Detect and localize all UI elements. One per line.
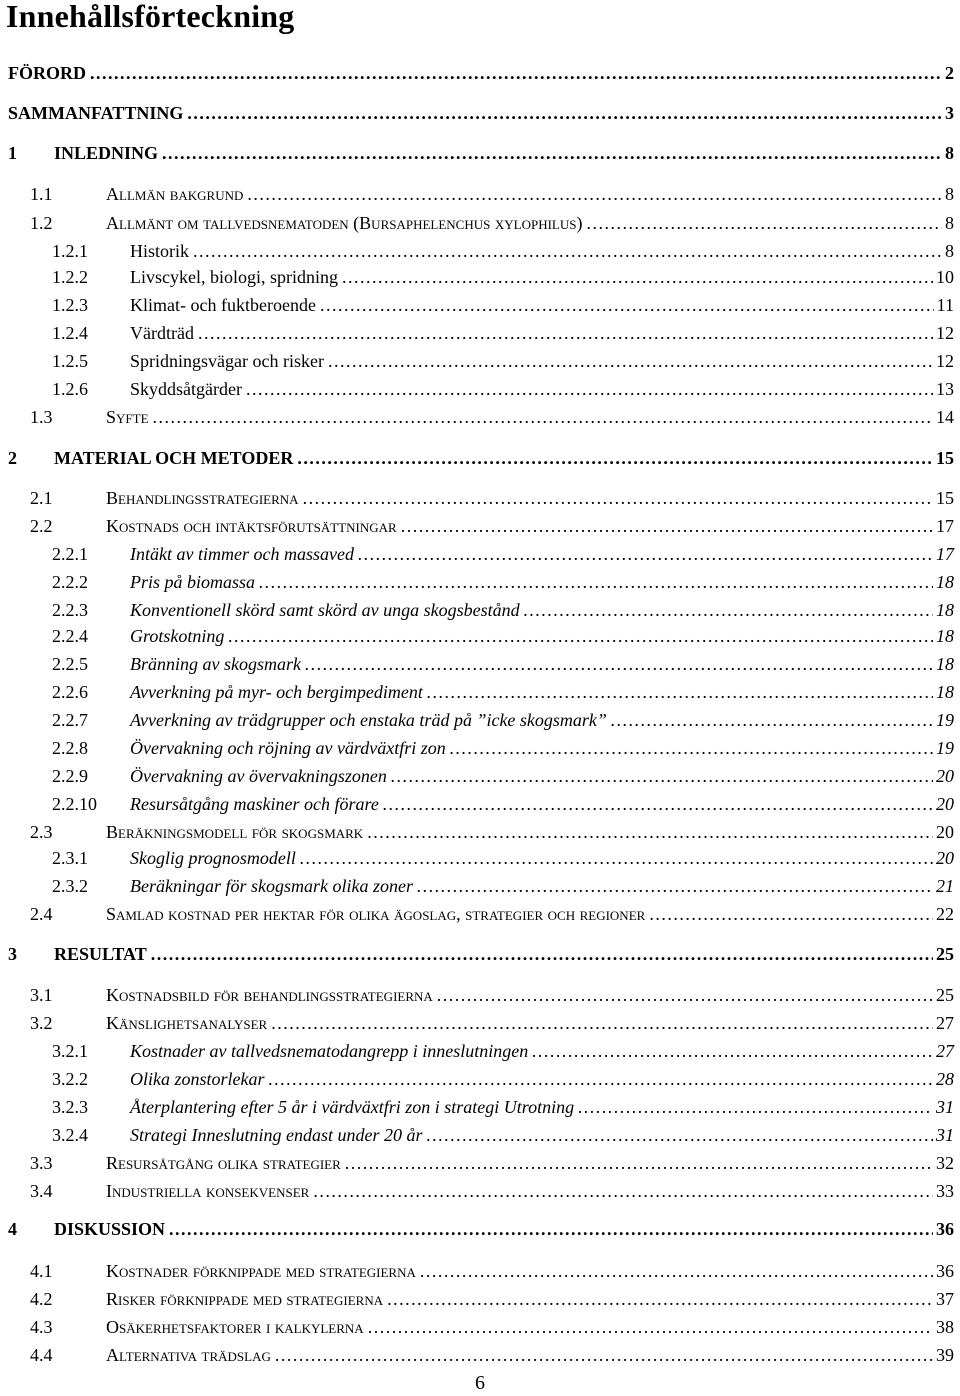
toc-entry-page[interactable]: 18	[936, 682, 954, 702]
dot-leader	[420, 1258, 933, 1284]
dot-leader	[297, 445, 933, 471]
toc-entry[interactable]	[0, 982, 960, 1008]
toc-entry-number: 2.2.7	[52, 710, 88, 730]
toc-entry-line	[130, 264, 954, 290]
toc-entry-title[interactable]: Risker förknippade med strategierna	[106, 1289, 384, 1309]
toc-entry-page[interactable]: 17	[936, 544, 954, 564]
toc-entry-line	[130, 376, 954, 402]
dot-leader	[391, 763, 933, 789]
toc-entry-title[interactable]: Spridningsvägar och risker	[130, 351, 324, 371]
toc-entry-title[interactable]: Resursåtgång maskiner och förare	[130, 794, 379, 814]
toc-entry-number: 2.1	[30, 488, 53, 508]
toc-entry-number: 1.2.2	[52, 267, 88, 287]
toc-entry[interactable]	[0, 1178, 960, 1204]
toc-entry[interactable]	[0, 320, 960, 346]
toc-entry-title[interactable]: Historik	[130, 241, 190, 261]
toc-entry-line	[130, 1066, 954, 1092]
toc-entry-title[interactable]: Kostnader av tallvedsnematodangrepp i inneslutningen	[130, 1041, 529, 1061]
dot-leader	[401, 513, 933, 539]
toc-entry-line	[106, 1150, 954, 1176]
toc-entry[interactable]	[0, 238, 960, 264]
toc-entry-number: 1.2.5	[52, 351, 88, 371]
page-number: 6	[475, 1372, 485, 1394]
toc-entry-number: 2.2.10	[52, 794, 97, 814]
toc-entry[interactable]	[0, 819, 960, 845]
dot-leader	[228, 623, 933, 649]
dot-leader	[198, 320, 933, 346]
toc-entry[interactable]	[0, 541, 960, 567]
toc-entry[interactable]	[0, 1038, 960, 1064]
toc-entry-number: 4.4	[30, 1345, 53, 1365]
toc-entry-page[interactable]: 25	[936, 985, 954, 1005]
toc-entry[interactable]	[0, 292, 960, 318]
dot-leader	[271, 1010, 933, 1036]
toc-entry-number: 4.2	[30, 1289, 53, 1309]
toc-entry-page[interactable]: 32	[936, 1153, 954, 1173]
toc-entry-page[interactable]: 27	[936, 1013, 954, 1033]
toc-entry-line	[106, 1178, 954, 1204]
toc-entry-page[interactable]: 14	[936, 407, 954, 427]
toc-entry-line	[54, 941, 954, 967]
toc-entry-page[interactable]: 33	[936, 1181, 954, 1201]
toc-entry-line	[130, 1038, 954, 1064]
dot-leader	[578, 1094, 933, 1120]
toc-entry-number: 2.2.8	[52, 738, 88, 758]
toc-entry-title[interactable]: Övervakning av övervakningszonen	[130, 766, 387, 786]
toc-entry-line	[130, 292, 954, 318]
toc-entry-number: 3.2.1	[52, 1041, 88, 1061]
toc-entry[interactable]	[0, 264, 960, 290]
toc-entry-number: 4	[8, 1219, 17, 1239]
toc-entry[interactable]	[0, 1066, 960, 1092]
dot-leader	[153, 404, 933, 430]
dot-leader	[246, 376, 933, 402]
toc-entry-title[interactable]: Bränning av skogsmark	[130, 654, 301, 674]
toc-entry-title[interactable]: Kostnads och intäktsförutsättningar	[106, 516, 397, 536]
toc-entry[interactable]	[0, 941, 960, 967]
toc-entry-number: 2	[8, 448, 17, 468]
toc-entry-page[interactable]: 2	[945, 63, 954, 83]
toc-entry-number: 2.2.4	[52, 626, 88, 646]
dot-leader	[611, 707, 933, 733]
toc-entry[interactable]	[0, 140, 960, 166]
toc-entry[interactable]	[0, 100, 960, 126]
toc-entry-line	[106, 819, 954, 845]
toc-entry-number: 2.2.9	[52, 766, 88, 786]
toc-entry[interactable]	[0, 763, 960, 789]
toc-entry-title[interactable]: Övervakning och röjning av värdväxtfri zon	[130, 738, 446, 758]
toc-entry-title[interactable]: INLEDNING	[54, 143, 159, 163]
toc-entry-line	[106, 1286, 954, 1312]
toc-entry-page[interactable]: 31	[936, 1125, 954, 1145]
toc-entry-title[interactable]: RESULTAT	[54, 944, 147, 964]
toc-entry-title[interactable]: Olika zonstorlekar	[130, 1069, 265, 1089]
toc-entry-title[interactable]: Alternativa trädslag	[106, 1345, 271, 1365]
toc-entry-line	[106, 210, 954, 236]
dot-leader	[368, 1314, 933, 1340]
toc-entry[interactable]	[0, 1314, 960, 1340]
toc-entry-page[interactable]: 22	[936, 904, 954, 924]
toc-entry[interactable]	[0, 60, 960, 86]
toc-entry[interactable]	[0, 569, 960, 595]
toc-entry-number: 2.2.1	[52, 544, 88, 564]
toc-entry-page[interactable]: 37	[936, 1289, 954, 1309]
toc-entry-page[interactable]: 8	[945, 184, 954, 204]
toc-entry-line	[54, 140, 954, 166]
toc-entry[interactable]	[0, 735, 960, 761]
toc-entry-line	[130, 238, 954, 264]
toc-entry-line	[130, 651, 954, 677]
toc-entry[interactable]	[0, 404, 960, 430]
toc-entry-number: 3.2.3	[52, 1097, 88, 1117]
dot-leader	[387, 1286, 933, 1312]
dot-leader	[193, 238, 942, 264]
page-title: Innehållsförteckning	[6, 0, 295, 34]
dot-leader	[437, 982, 933, 1008]
toc-entry[interactable]	[0, 485, 960, 511]
toc-entry-title[interactable]: FÖRORD	[8, 63, 86, 83]
toc-entry[interactable]	[0, 1258, 960, 1284]
toc-entry-number: 3.2.2	[52, 1069, 88, 1089]
toc-entry-title[interactable]: SAMMANFATTNING	[8, 103, 184, 123]
toc-entry-page[interactable]: 36	[936, 1219, 954, 1239]
dot-leader	[259, 569, 933, 595]
toc-entry[interactable]	[0, 597, 960, 623]
toc-entry-page[interactable]: 25	[936, 944, 954, 964]
toc-entry-number: 3.1	[30, 985, 53, 1005]
toc-entry-page[interactable]: 19	[936, 710, 954, 730]
toc-entry-number: 4.1	[30, 1261, 53, 1281]
toc-entry-title[interactable]: Värdträd	[130, 323, 194, 343]
dot-leader	[247, 181, 942, 207]
toc-entry-line	[130, 763, 954, 789]
toc-entry[interactable]	[0, 651, 960, 677]
toc-entry-page[interactable]: 8	[945, 143, 954, 163]
toc-entry-line	[130, 1094, 954, 1120]
toc-entry[interactable]	[0, 845, 960, 871]
toc-entry-page[interactable]: 20	[936, 794, 954, 814]
dot-leader	[532, 1038, 933, 1064]
toc-entry-page[interactable]: 20	[936, 822, 954, 842]
toc-entry-title[interactable]: Syfte	[106, 407, 149, 427]
toc-entry[interactable]	[0, 1010, 960, 1036]
dot-leader	[275, 1342, 933, 1368]
toc-entry-page[interactable]: 20	[936, 766, 954, 786]
dot-leader	[305, 651, 933, 677]
toc-entry-page[interactable]: 36	[936, 1261, 954, 1281]
dot-leader	[303, 485, 933, 511]
toc-entry-line	[106, 1258, 954, 1284]
toc-entry-title[interactable]: Osäkerhetsfaktorer i kalkylerna	[106, 1317, 364, 1337]
toc-entry-page[interactable]: 38	[936, 1317, 954, 1337]
toc-entry-page[interactable]: 18	[936, 572, 954, 592]
dot-leader	[328, 348, 933, 374]
dot-leader	[358, 541, 933, 567]
toc-entry-line	[130, 845, 954, 871]
toc-entry-number: 3.3	[30, 1153, 53, 1173]
toc-entry-title[interactable]: DISKUSSION	[54, 1219, 166, 1239]
toc-entry-title[interactable]: Allmänt om tallvedsnematoden (Bursaphelenchus xylophilus)	[106, 213, 583, 233]
toc-entry-page[interactable]: 21	[936, 876, 954, 896]
dot-leader	[345, 1150, 933, 1176]
toc-entry-line	[106, 404, 954, 430]
toc-entry[interactable]	[0, 445, 960, 471]
toc-entry-title[interactable]: Konventionell skörd samt skörd av unga skogsbestånd	[130, 600, 520, 620]
toc-entry-title[interactable]: Beräkningar för skogsmark olika zoner	[130, 876, 413, 896]
toc-entry-number: 2.4	[30, 904, 53, 924]
toc-entry-page[interactable]: 18	[936, 654, 954, 674]
toc-entry-number: 4.3	[30, 1317, 53, 1337]
toc-entry-page[interactable]: 11	[936, 295, 954, 315]
toc-entry-line	[8, 60, 954, 86]
toc-entry-page[interactable]: 8	[945, 213, 954, 233]
dot-leader	[417, 873, 933, 899]
toc-entry-line	[106, 982, 954, 1008]
toc-entry[interactable]	[0, 210, 960, 236]
dot-leader	[586, 210, 942, 236]
toc-entry-line	[130, 707, 954, 733]
toc-entry-number: 1.2.3	[52, 295, 88, 315]
toc-entry-title[interactable]: Industriella konsekvenser	[106, 1181, 310, 1201]
toc-entry-title[interactable]: Strategi Inneslutning endast under 20 år	[130, 1125, 423, 1145]
toc-entry-page[interactable]: 31	[936, 1097, 954, 1117]
toc-entry[interactable]	[0, 623, 960, 649]
toc-entry[interactable]	[0, 1150, 960, 1176]
dot-leader	[151, 941, 933, 967]
toc-entry-line	[130, 348, 954, 374]
toc-entry-line	[106, 1010, 954, 1036]
toc-entry-page[interactable]: 18	[936, 626, 954, 646]
toc-entry-title[interactable]: Pris på biomassa	[130, 572, 256, 592]
toc-entry[interactable]	[0, 376, 960, 402]
toc-entry-number: 1	[8, 143, 17, 163]
toc-entry-line	[130, 320, 954, 346]
toc-entry-title[interactable]: MATERIAL OCH METODER	[54, 448, 294, 468]
toc-entry-page[interactable]: 15	[936, 448, 954, 468]
toc-entry-title[interactable]: Beräkningsmodell för skogsmark	[106, 822, 364, 842]
toc-entry[interactable]	[0, 1094, 960, 1120]
toc-entry[interactable]	[0, 707, 960, 733]
toc-entry[interactable]	[0, 1342, 960, 1368]
toc-entry-line	[130, 1122, 954, 1148]
toc-entry-line	[8, 100, 954, 126]
dot-leader	[524, 597, 933, 623]
toc-entry-title[interactable]: Livscykel, biologi, spridning	[130, 267, 338, 287]
toc-entry-number: 2.2.6	[52, 682, 88, 702]
dot-leader	[427, 679, 933, 705]
toc-entry-title[interactable]: Intäkt av timmer och massaved	[130, 544, 354, 564]
toc-entry[interactable]	[0, 1122, 960, 1148]
toc-entry-title[interactable]: Samlad kostnad per hektar för olika ägoslag, strategier och regioner	[106, 904, 646, 924]
toc-entry-line	[106, 485, 954, 511]
toc-entry-page[interactable]: 12	[936, 323, 954, 343]
toc-entry-line	[106, 1314, 954, 1340]
toc-entry-number: 1.2.4	[52, 323, 88, 343]
toc-entry-page[interactable]: 28	[936, 1069, 954, 1089]
toc-entry-title[interactable]: Återplantering efter 5 år i värdväxtfri zon i strategi Utrotning	[130, 1097, 575, 1117]
toc-entry[interactable]	[0, 348, 960, 374]
toc-entry-number: 1.2.1	[52, 241, 88, 261]
toc-entry-title[interactable]: Känslighetsanalyser	[106, 1013, 268, 1033]
toc-entry-line	[106, 513, 954, 539]
toc-entry-line	[130, 679, 954, 705]
toc-entry-line	[130, 873, 954, 899]
dot-leader	[269, 1066, 934, 1092]
toc-entry-page[interactable]: 20	[936, 848, 954, 868]
toc-entry-line	[130, 623, 954, 649]
dot-leader	[649, 901, 933, 927]
toc-entry-title[interactable]: Kostnader förknippade med strategierna	[106, 1261, 416, 1281]
toc-entry[interactable]	[0, 901, 960, 927]
toc-entry-number: 1.2.6	[52, 379, 88, 399]
toc-entry-number: 2.2.3	[52, 600, 88, 620]
toc-entry-title[interactable]: Behandlingsstrategierna	[106, 488, 299, 508]
toc-entry-title[interactable]: Skoglig prognosmodell	[130, 848, 296, 868]
toc-entry-page[interactable]: 13	[936, 379, 954, 399]
toc-entry-title[interactable]: Klimat- och fuktberoende	[130, 295, 316, 315]
toc-entry-line	[130, 597, 954, 623]
toc-entry-line	[130, 791, 954, 817]
toc-entry-line	[54, 445, 954, 471]
toc-entry[interactable]	[0, 791, 960, 817]
toc-entry-number: 2.2	[30, 516, 53, 536]
dot-leader	[90, 60, 942, 86]
dot-leader	[450, 735, 933, 761]
toc-entry-line	[106, 901, 954, 927]
toc-entry-page[interactable]: 19	[936, 738, 954, 758]
dot-leader	[383, 791, 933, 817]
toc-entry-page[interactable]: 39	[936, 1345, 954, 1365]
toc-entry-page[interactable]: 17	[936, 516, 954, 536]
toc-entry-number: 2.2.2	[52, 572, 88, 592]
toc-entry-number: 2.3.1	[52, 848, 88, 868]
dot-leader	[300, 845, 933, 871]
dot-leader	[342, 264, 933, 290]
toc-entry-page[interactable]: 27	[936, 1041, 954, 1061]
toc-entry-number: 3	[8, 944, 17, 964]
toc-entry-title[interactable]: Grotskotning	[130, 626, 225, 646]
toc-entry-number: 2.3	[30, 822, 53, 842]
toc-entry-line	[106, 181, 954, 207]
toc-entry-number: 3.4	[30, 1181, 53, 1201]
toc-entry-line	[106, 1342, 954, 1368]
toc-entry-page[interactable]: 15	[936, 488, 954, 508]
dot-leader	[187, 100, 942, 126]
toc-entry-number: 1.2	[30, 213, 53, 233]
toc-entry-page[interactable]: 12	[936, 351, 954, 371]
toc-entry-page[interactable]: 10	[936, 267, 954, 287]
dot-leader	[320, 292, 934, 318]
toc-entry-number: 2.2.5	[52, 654, 88, 674]
dot-leader	[367, 819, 933, 845]
toc-entry-title[interactable]: Kostnadsbild för behandlingsstrategierna	[106, 985, 433, 1005]
dot-leader	[162, 140, 942, 166]
toc-entry-line	[130, 735, 954, 761]
toc-entry-number: 1.1	[30, 184, 53, 204]
toc-entry-number: 1.3	[30, 407, 53, 427]
dot-leader	[169, 1216, 933, 1242]
toc-entry-line	[130, 541, 954, 567]
toc-entry[interactable]	[0, 181, 960, 207]
toc-entry-title[interactable]: Avverkning av trädgrupper och enstaka träd på ”icke skogsmark”	[130, 710, 607, 730]
toc-entry-page[interactable]: 8	[945, 241, 954, 261]
toc-entry-line	[130, 569, 954, 595]
toc-entry-number: 3.2	[30, 1013, 53, 1033]
toc-entry-number: 2.3.2	[52, 876, 88, 896]
toc-entry-page[interactable]: 18	[936, 600, 954, 620]
toc-entry[interactable]	[0, 873, 960, 899]
toc-entry-number: 3.2.4	[52, 1125, 88, 1145]
toc-entry-title[interactable]: Resursåtgång olika strategier	[106, 1153, 341, 1173]
toc-entry-line	[54, 1216, 954, 1242]
toc-entry-page[interactable]: 3	[945, 103, 954, 123]
toc-entry-title[interactable]: Skyddsåtgärder	[130, 379, 242, 399]
toc-entry-title[interactable]: Allmän bakgrund	[106, 184, 244, 204]
dot-leader	[426, 1122, 933, 1148]
toc-entry[interactable]	[0, 1286, 960, 1312]
dot-leader	[313, 1178, 933, 1204]
toc-entry[interactable]	[0, 513, 960, 539]
toc-entry-title[interactable]: Avverkning på myr- och bergimpediment	[130, 682, 423, 702]
toc-entry[interactable]	[0, 679, 960, 705]
toc-entry[interactable]	[0, 1216, 960, 1242]
